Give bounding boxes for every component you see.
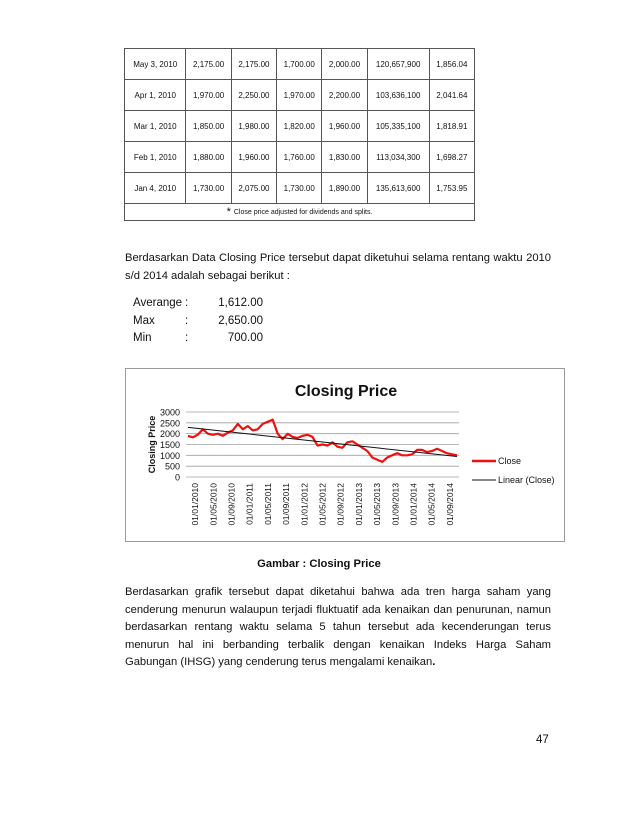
- stat-separator: :: [185, 332, 189, 344]
- x-tick-label: 01/09/2011: [281, 483, 292, 525]
- table-cell: 2,250.00: [231, 80, 276, 111]
- legend-label-close: Close: [498, 456, 522, 466]
- table-cell: 2,175.00: [186, 49, 231, 80]
- y-tick-label: 2500: [159, 418, 180, 429]
- x-tick-label: 01/05/2010: [208, 483, 219, 526]
- table-cell: 1,700.00: [277, 49, 322, 80]
- stat-separator: :: [185, 297, 189, 309]
- table-row: [125, 111, 475, 142]
- paragraph-conclusion: [125, 584, 551, 672]
- x-tick-label: 01/01/2013: [353, 483, 364, 526]
- x-tick-label: 01/09/2013: [390, 483, 401, 526]
- y-tick-label: 2000: [159, 429, 180, 440]
- stat-label: Min: [133, 332, 152, 344]
- table-cell: 2,041.64: [429, 80, 474, 111]
- table-cell: Mar 1, 2010: [125, 111, 186, 142]
- table-cell: 1,970.00: [277, 80, 322, 111]
- stat-label: Max: [133, 314, 155, 327]
- x-tick-label: 01/09/2010: [226, 483, 237, 526]
- footnote-text: Close price adjusted for dividends and splits.: [233, 208, 373, 216]
- x-tick-label: 01/09/2012: [335, 483, 346, 526]
- x-tick-label: 01/01/2010: [190, 483, 201, 526]
- table-cell: 1,960.00: [322, 111, 367, 142]
- y-tick-label: 0: [174, 472, 180, 483]
- table-row: [125, 80, 475, 111]
- table-cell: 1,730.00: [277, 173, 322, 204]
- x-tick-label: 01/05/2011: [262, 483, 273, 525]
- table-cell: 2,000.00: [322, 49, 367, 80]
- x-tick-label: 01/09/2014: [444, 483, 455, 526]
- table-cell: 1,730.00: [186, 173, 231, 204]
- y-tick-label: 1000: [159, 450, 180, 461]
- table-cell: 1,850.00: [186, 111, 231, 142]
- stat-separator: :: [185, 314, 189, 327]
- table-cell: 120,657,900: [367, 49, 429, 80]
- table-cell: 1,760.00: [277, 142, 322, 173]
- table-cell: 2,075.00: [231, 173, 276, 204]
- y-tick-label: 500: [164, 461, 180, 472]
- table-cell: 1,698.27: [429, 142, 474, 173]
- x-tick-label: 01/05/2013: [372, 483, 383, 526]
- chart-frame: [125, 368, 565, 542]
- y-tick-label: 3000: [159, 407, 180, 418]
- conclusion-period: .: [432, 656, 436, 668]
- footnote-symbol: *: [226, 206, 231, 218]
- table-cell: Feb 1, 2010: [125, 142, 186, 173]
- table-cell: 103,636,100: [367, 80, 429, 111]
- stat-value: 700.00: [227, 332, 263, 344]
- table-cell: 1,890.00: [322, 173, 367, 204]
- stat-value: 1,612.00: [218, 297, 263, 309]
- chart-title: Closing Price: [294, 383, 398, 400]
- figure-caption: Gambar : Closing Price: [257, 558, 381, 570]
- table-footnote: [125, 204, 475, 221]
- table-cell: 105,335,100: [367, 111, 429, 142]
- stock-price-table: [124, 48, 475, 221]
- closing-price-chart: [126, 369, 564, 541]
- table-cell: Apr 1, 2010: [125, 80, 186, 111]
- y-axis-label: Closing Price: [147, 415, 157, 474]
- y-tick-label: 1500: [159, 440, 180, 450]
- x-tick-label: 01/05/2012: [317, 483, 328, 526]
- table-cell: 2,200.00: [322, 80, 367, 111]
- table-cell: 1,960.00: [231, 142, 276, 173]
- table-cell: 1,830.00: [322, 142, 367, 173]
- table-cell: Jan 4, 2010: [125, 173, 186, 204]
- x-tick-label: 01/01/2011: [244, 483, 255, 525]
- paragraph-intro: Berdasarkan Data Closing Price tersebut dapat diketuhui selama rentang waktu 2010 s/d 2014 adalah sebagai berikut :: [125, 252, 551, 282]
- conclusion-text: Berdasarkan grafik tersebut dapat diketahui bahwa ada tren harga saham yang cenderung menurun walaupun terjadi fluktuatif ada kenaikan dan penurunan, namun berdasarkan rentang waktu selama 5 tahun tersebut ada kecenderungan terus menurun hal ini berbanding terbalik dengan kenaikan Indeks Harga Saham Gabungan (IHSG) yang cenderung terus mengalami kenaikan: [125, 586, 551, 668]
- series-line-linear-close: [188, 427, 457, 456]
- stat-label: Averange: [133, 297, 183, 309]
- page-number: 47: [536, 734, 549, 746]
- table-cell: May 3, 2010: [125, 49, 186, 80]
- legend-label-linear-close: Linear (Close): [498, 475, 555, 485]
- table-cell: 1,820.00: [277, 111, 322, 142]
- x-tick-label: 01/01/2014: [408, 483, 419, 526]
- table-row: [125, 49, 475, 80]
- table-cell: 113,034,300: [367, 142, 429, 173]
- table-cell: 135,613,600: [367, 173, 429, 204]
- table-cell: 1,856.04: [429, 49, 474, 80]
- stat-value: 2,650.00: [218, 314, 263, 327]
- table-row: [125, 173, 475, 204]
- x-tick-label: 01/05/2014: [426, 483, 437, 526]
- table-cell: 1,880.00: [186, 142, 231, 173]
- x-tick-label: 01/01/2012: [299, 483, 310, 526]
- table-cell: 1,753.95: [429, 173, 474, 204]
- table-cell: 1,818.91: [429, 111, 474, 142]
- table-cell: 1,970.00: [186, 80, 231, 111]
- table-row: [125, 142, 475, 173]
- table-cell: 2,175.00: [231, 49, 276, 80]
- table-cell: 1,980.00: [231, 111, 276, 142]
